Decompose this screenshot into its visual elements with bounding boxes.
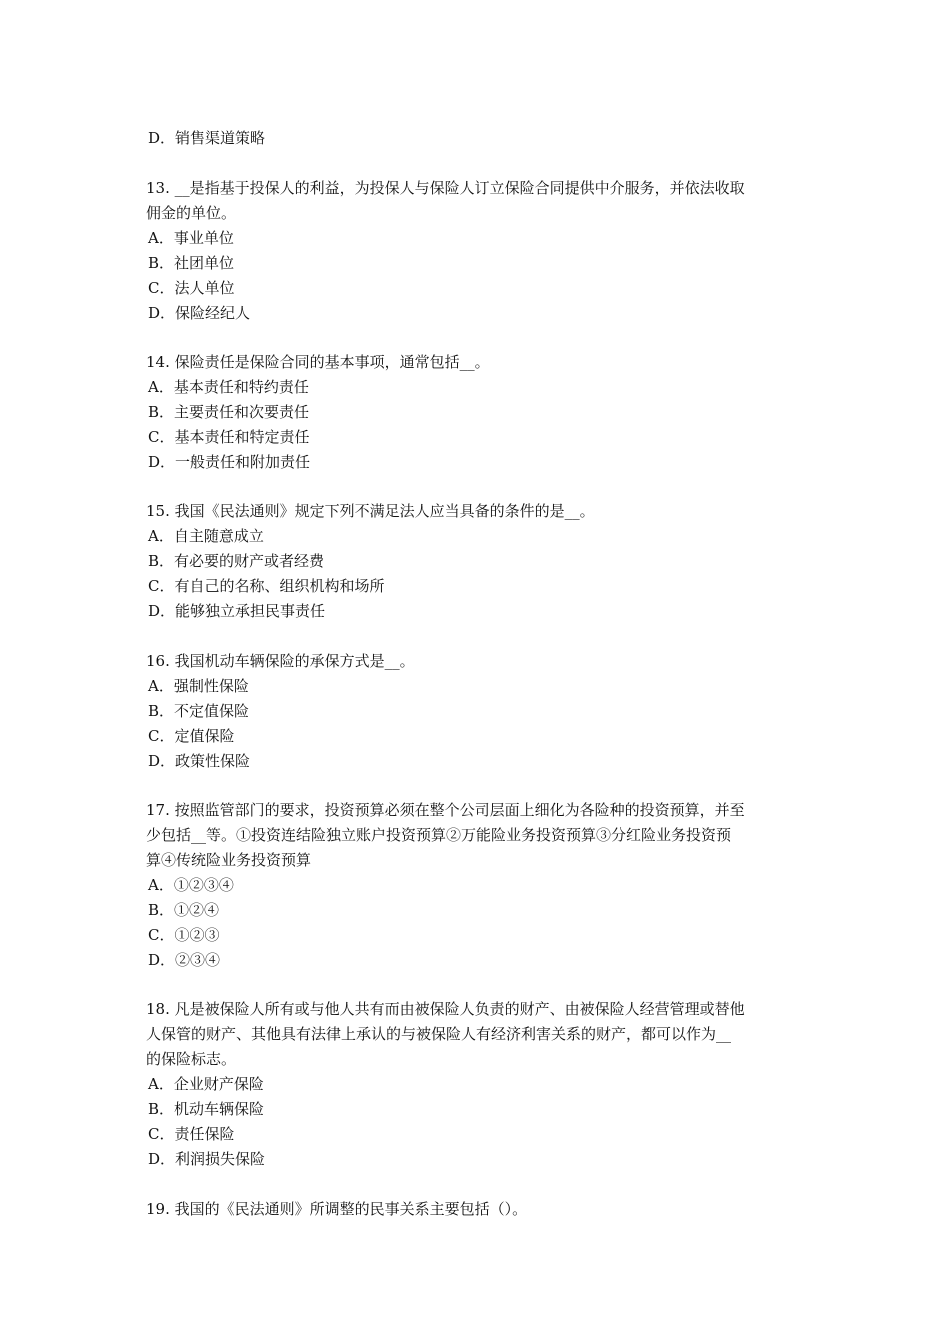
q14-option-a: A．基本责任和特约责任 (148, 378, 309, 396)
q13-option-d: D．保险经纪人 (148, 304, 251, 322)
q13-stem-line-2: 佣金的单位。 (146, 204, 237, 222)
q18-stem-line-3: 的保险标志。 (146, 1050, 237, 1068)
q19-stem: 19. 我国的《民法通则》所调整的民事关系主要包括（）。 (146, 1200, 528, 1218)
q18-option-d: D．利润损失保险 (148, 1150, 266, 1168)
q15-option-c: C．有自己的名称、组织机构和场所 (148, 577, 385, 595)
q17-stem-line-1: 17. 按照监管部门的要求，投资预算必须在整个公司层面上细化为各险种的投资预算，并至 (146, 801, 745, 819)
q16-option-c: C．定值保险 (148, 727, 235, 745)
q13-option-c: C．法人单位 (148, 279, 235, 297)
q15-stem: 15. 我国《民法通则》规定下列不满足法人应当具备的条件的是__。 (146, 502, 595, 520)
q12-option-d: D．销售渠道策略 (148, 129, 266, 147)
q17-option-d: D．②③④ (148, 951, 221, 969)
q17-option-a: A．①②③④ (148, 876, 234, 894)
q14-stem: 14. 保险责任是保险合同的基本事项，通常包括__。 (146, 353, 490, 371)
q18-option-c: C．责任保险 (148, 1125, 235, 1143)
q16-option-a: A．强制性保险 (148, 677, 249, 695)
q16-option-b: B．不定值保险 (148, 702, 250, 720)
q15-option-b: B．有必要的财产或者经费 (148, 552, 325, 570)
q17-stem-line-3: 算④传统险业务投资预算 (146, 851, 312, 869)
q16-option-d: D．政策性保险 (148, 752, 251, 770)
q17-option-c: C．①②③ (148, 926, 220, 944)
q15-option-a: A．自主随意成立 (148, 527, 264, 545)
q16-stem: 16. 我国机动车辆保险的承保方式是__。 (146, 652, 415, 670)
q18-option-b: B．机动车辆保险 (148, 1100, 265, 1118)
q13-option-a: A．事业单位 (148, 229, 234, 247)
q18-stem-line-2: 人保管的财产、其他具有法律上承认的与被保险人有经济利害关系的财产，都可以作为__ (146, 1025, 732, 1043)
q17-stem-line-2: 少包括__等。①投资连结险独立账户投资预算②万能险业务投资预算③分红险业务投资预 (146, 826, 732, 844)
q18-stem-line-1: 18. 凡是被保险人所有或与他人共有而由被保险人负责的财产、由被保险人经营管理或替他 (146, 1000, 745, 1018)
q13-stem-line-1: 13. __是指基于投保人的利益，为投保人与保险人订立保险合同提供中介服务，并依法收取 (146, 179, 745, 197)
q18-option-a: A．企业财产保险 (148, 1075, 264, 1093)
q14-option-b: B．主要责任和次要责任 (148, 403, 310, 421)
q17-option-b: B．①②④ (148, 901, 220, 919)
q15-option-d: D．能够独立承担民事责任 (148, 602, 326, 620)
q13-option-b: B．社团单位 (148, 254, 235, 272)
q14-option-c: C．基本责任和特定责任 (148, 428, 310, 446)
q14-option-d: D．一般责任和附加责任 (148, 453, 311, 471)
